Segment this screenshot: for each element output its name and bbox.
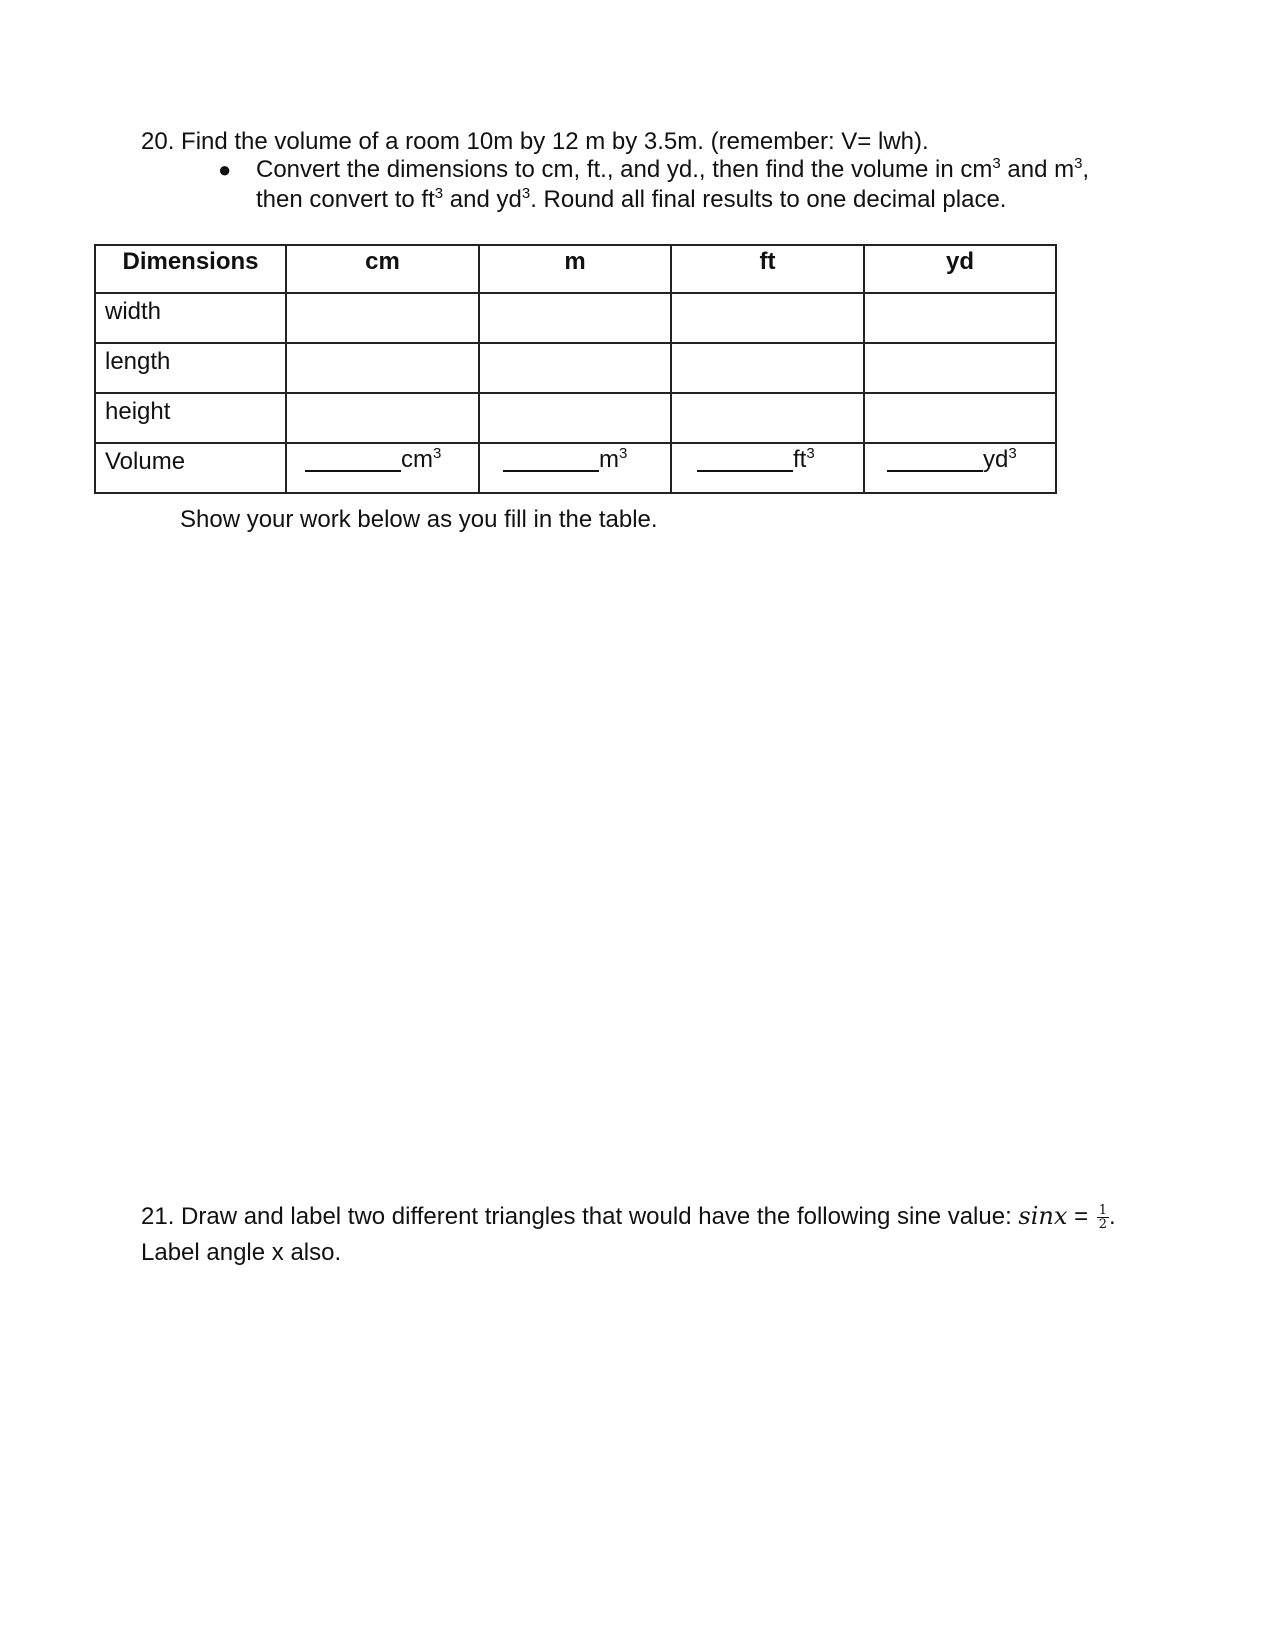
show-work-instruction: Show your work below as you fill in the table. <box>180 506 658 533</box>
table-row-volume <box>95 443 1056 493</box>
question-20-title: 20. Find the volume of a room 10m by 12 m by 3.5m. (remember: V= lwh). <box>141 128 929 155</box>
header-dimensions: Dimensions <box>95 245 286 293</box>
unit-label: $m^3$ <box>599 445 628 473</box>
answer-cell[interactable] <box>479 293 671 343</box>
header-cm: cm <box>286 245 479 293</box>
row-label-width: width <box>95 293 286 343</box>
row-label-height: height <box>95 393 286 443</box>
question-21-line-1: 21. Draw and label two different triangles that would have the following sine value: sinx = $\frac{1}{2}$ . <box>141 1202 1116 1233</box>
answer-cell[interactable] <box>671 343 864 393</box>
answer-cell[interactable] <box>671 293 864 343</box>
answer-cell[interactable] <box>286 393 479 443</box>
answer-cell[interactable] <box>479 343 671 393</box>
table-row <box>95 393 1056 443</box>
instruction-line-1: Convert the dimensions to cm, ft., and yd., then find the volume in $cm^3$ and $m^3$, <box>256 155 1090 183</box>
question-21 <box>141 1198 1241 1271</box>
answer-cell[interactable] <box>864 393 1056 443</box>
unit-label: $yd^3$ <box>983 445 1017 473</box>
answer-blank[interactable] <box>305 446 401 472</box>
dimensions-table <box>94 244 1057 494</box>
table-row <box>95 293 1056 343</box>
answer-cell[interactable] <box>864 293 1056 343</box>
volume-cell-m[interactable] <box>479 443 671 493</box>
volume-cell-cm[interactable] <box>286 443 479 493</box>
header-ft: ft <box>671 245 864 293</box>
row-label-length: length <box>95 343 286 393</box>
volume-cell-ft[interactable] <box>671 443 864 493</box>
answer-blank[interactable] <box>887 446 983 472</box>
unit-label: $cm^3$ <box>401 445 442 473</box>
volume-cell-yd[interactable] <box>864 443 1056 493</box>
answer-blank[interactable] <box>697 446 793 472</box>
answer-cell[interactable] <box>479 393 671 443</box>
table-row <box>95 343 1056 393</box>
bullet-icon: ● <box>218 157 232 182</box>
answer-cell[interactable] <box>671 393 864 443</box>
answer-cell[interactable] <box>286 343 479 393</box>
header-m: m <box>479 245 671 293</box>
instruction-line-2: then convert to $ft^3$ and $yd^3$. Round all final results to one decimal place. <box>256 185 1007 213</box>
question-21-line-2: Label angle x also. <box>141 1239 342 1266</box>
row-label-volume: Volume <box>95 443 286 493</box>
header-yd: yd <box>864 245 1056 293</box>
answer-cell[interactable] <box>864 343 1056 393</box>
table-header-row <box>95 245 1056 293</box>
fraction-one-half: $\frac{1}{2}$ <box>1098 1203 1108 1233</box>
math-sinx: sinx <box>1018 1202 1068 1230</box>
answer-blank[interactable] <box>503 446 599 472</box>
answer-cell[interactable] <box>286 293 479 343</box>
unit-label: $ft^3$ <box>793 445 815 473</box>
